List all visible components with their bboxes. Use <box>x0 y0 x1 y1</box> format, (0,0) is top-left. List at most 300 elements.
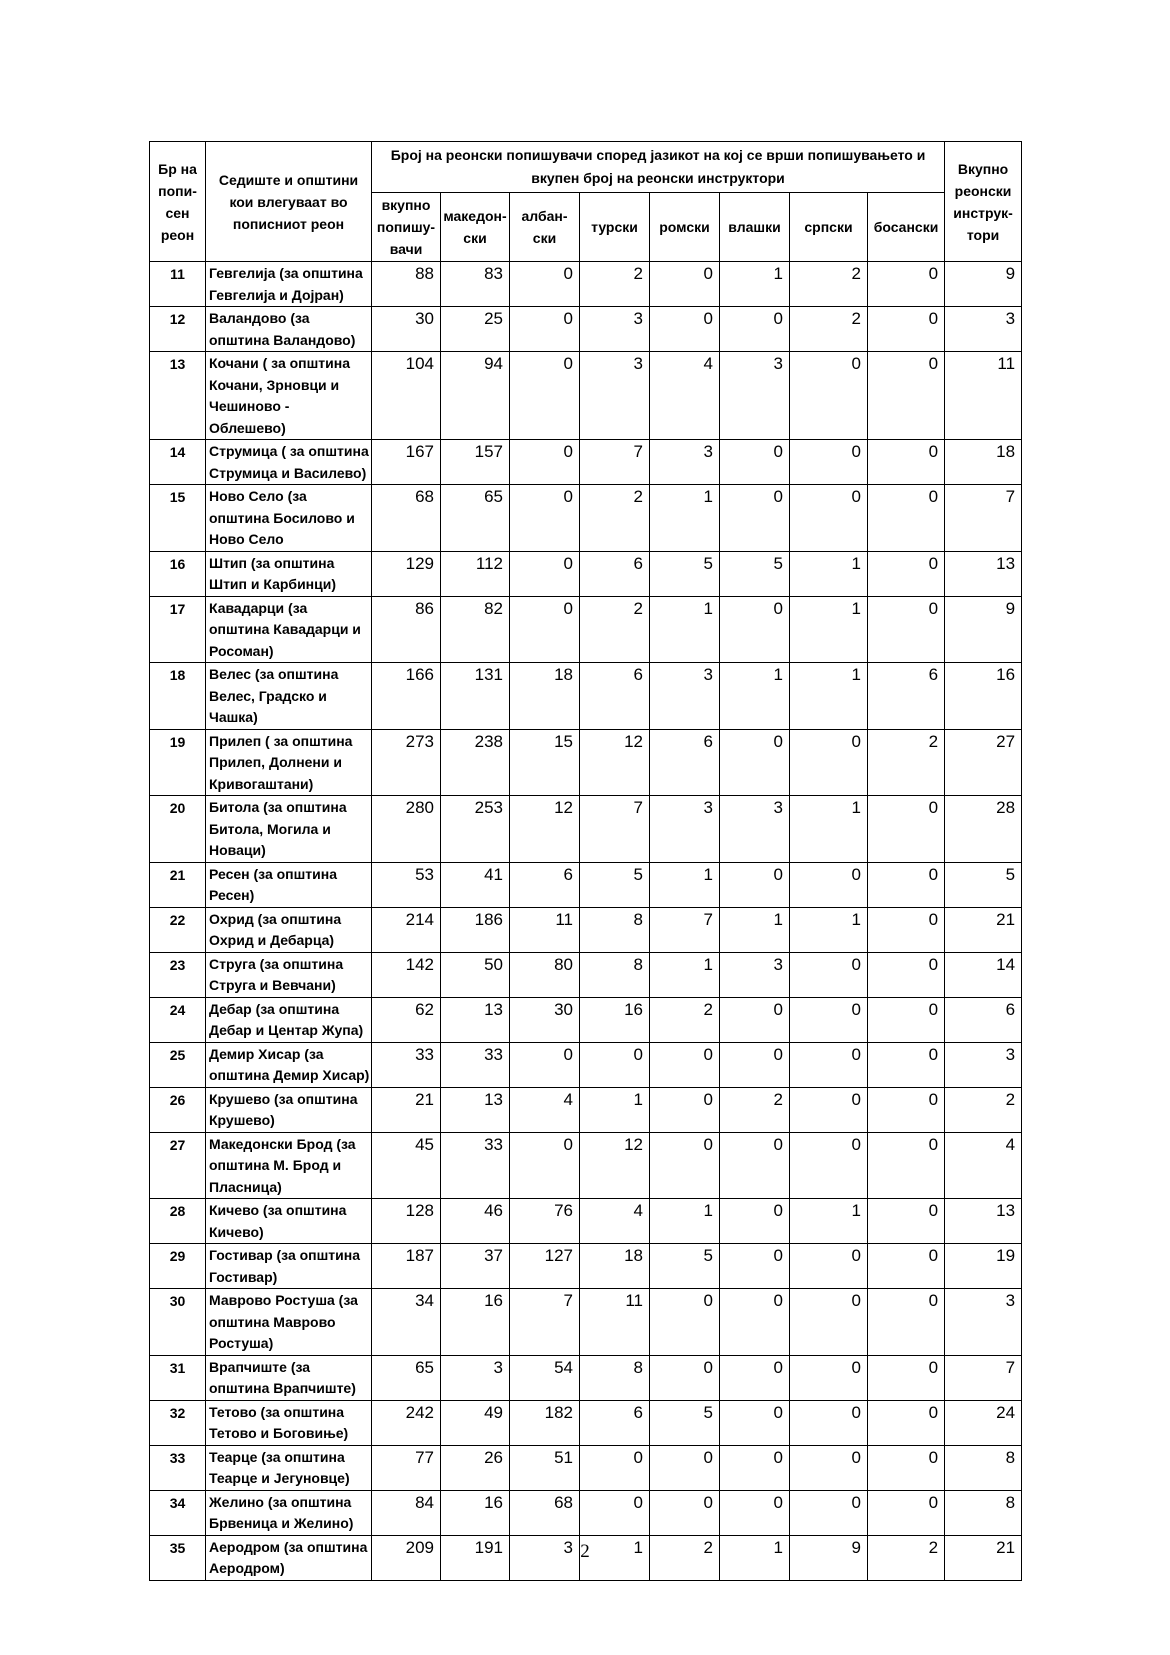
instructors-cell: 11 <box>945 352 1022 440</box>
albanian-cell: 11 <box>510 907 580 952</box>
region-name-cell: Валандово (за општина Валандово) <box>206 307 372 352</box>
serbian-cell: 0 <box>790 952 868 997</box>
serbian-cell: 1 <box>790 796 868 863</box>
turkish-cell: 12 <box>580 729 650 796</box>
instructors-cell: 16 <box>945 663 1022 730</box>
region-number-cell: 32 <box>150 1400 206 1445</box>
roma-cell: 0 <box>650 1289 720 1356</box>
vlach-cell: 0 <box>720 729 790 796</box>
total-enumerators-cell: 34 <box>372 1289 441 1356</box>
serbian-cell: 0 <box>790 352 868 440</box>
instructors-cell: 21 <box>945 1535 1022 1580</box>
total-enumerators-cell: 166 <box>372 663 441 730</box>
region-number-cell: 27 <box>150 1132 206 1199</box>
turkish-cell: 0 <box>580 1042 650 1087</box>
total-enumerators-cell: 209 <box>372 1535 441 1580</box>
macedonian-cell: 33 <box>441 1132 510 1199</box>
roma-cell: 0 <box>650 1087 720 1132</box>
region-number-cell: 29 <box>150 1244 206 1289</box>
total-enumerators-cell: 187 <box>372 1244 441 1289</box>
macedonian-cell: 238 <box>441 729 510 796</box>
serbian-cell: 0 <box>790 1400 868 1445</box>
macedonian-cell: 94 <box>441 352 510 440</box>
header-instructors: Вкупно реонски инструк- тори <box>945 142 1022 262</box>
albanian-cell: 0 <box>510 352 580 440</box>
region-number-cell: 23 <box>150 952 206 997</box>
table-row <box>150 485 1022 552</box>
table-row <box>150 307 1022 352</box>
albanian-cell: 0 <box>510 307 580 352</box>
vlach-cell: 0 <box>720 1244 790 1289</box>
roma-cell: 0 <box>650 1355 720 1400</box>
region-number-cell: 12 <box>150 307 206 352</box>
serbian-cell: 1 <box>790 596 868 663</box>
table-row <box>150 352 1022 440</box>
region-name-cell: Кочани ( за општина Кочани, Зрновци и Чешиново - Облешево) <box>206 352 372 440</box>
macedonian-cell: 16 <box>441 1490 510 1535</box>
table-row <box>150 997 1022 1042</box>
serbian-cell: 0 <box>790 1042 868 1087</box>
region-name-cell: Дебар (за општина Дебар и Центар Жупа) <box>206 997 372 1042</box>
serbian-cell: 0 <box>790 1132 868 1199</box>
bosnian-cell: 0 <box>868 352 945 440</box>
bosnian-cell: 0 <box>868 952 945 997</box>
vlach-cell: 3 <box>720 952 790 997</box>
macedonian-cell: 49 <box>441 1400 510 1445</box>
albanian-cell: 0 <box>510 596 580 663</box>
serbian-cell: 0 <box>790 729 868 796</box>
region-name-cell: Ресен (за општина Ресен) <box>206 862 372 907</box>
region-number-cell: 33 <box>150 1445 206 1490</box>
total-enumerators-cell: 45 <box>372 1132 441 1199</box>
vlach-cell: 1 <box>720 907 790 952</box>
table-row <box>150 551 1022 596</box>
macedonian-cell: 50 <box>441 952 510 997</box>
bosnian-cell: 0 <box>868 1355 945 1400</box>
region-number-cell: 18 <box>150 663 206 730</box>
region-name-cell: Струга (за општина Струга и Вевчани) <box>206 952 372 997</box>
region-name-cell: Велес (за општина Велес, Градско и Чашка) <box>206 663 372 730</box>
vlach-cell: 0 <box>720 1042 790 1087</box>
total-enumerators-cell: 273 <box>372 729 441 796</box>
total-enumerators-cell: 77 <box>372 1445 441 1490</box>
region-name-cell: Демир Хисар (за општина Демир Хисар) <box>206 1042 372 1087</box>
turkish-cell: 6 <box>580 663 650 730</box>
region-name-cell: Гевгелија (за општина Гевгелија и Дојран) <box>206 262 372 307</box>
turkish-cell: 18 <box>580 1244 650 1289</box>
serbian-cell: 0 <box>790 1289 868 1356</box>
region-name-cell: Гостивар (за општина Гостивар) <box>206 1244 372 1289</box>
instructors-cell: 14 <box>945 952 1022 997</box>
bosnian-cell: 0 <box>868 440 945 485</box>
turkish-cell: 1 <box>580 1535 650 1580</box>
table-row <box>150 1132 1022 1199</box>
vlach-cell: 0 <box>720 1289 790 1356</box>
instructors-cell: 19 <box>945 1244 1022 1289</box>
turkish-cell: 5 <box>580 862 650 907</box>
bosnian-cell: 0 <box>868 862 945 907</box>
total-enumerators-cell: 53 <box>372 862 441 907</box>
albanian-cell: 76 <box>510 1199 580 1244</box>
header-region-no: Бр на попи- сен реон <box>150 142 206 262</box>
roma-cell: 3 <box>650 796 720 863</box>
instructors-cell: 7 <box>945 1355 1022 1400</box>
instructors-cell: 4 <box>945 1132 1022 1199</box>
roma-cell: 7 <box>650 907 720 952</box>
roma-cell: 0 <box>650 262 720 307</box>
albanian-cell: 12 <box>510 796 580 863</box>
vlach-cell: 0 <box>720 862 790 907</box>
turkish-cell: 2 <box>580 596 650 663</box>
bosnian-cell: 0 <box>868 551 945 596</box>
albanian-cell: 3 <box>510 1535 580 1580</box>
table-row <box>150 1244 1022 1289</box>
albanian-cell: 0 <box>510 1132 580 1199</box>
instructors-cell: 6 <box>945 997 1022 1042</box>
instructors-cell: 2 <box>945 1087 1022 1132</box>
albanian-cell: 54 <box>510 1355 580 1400</box>
table-row <box>150 907 1022 952</box>
macedonian-cell: 131 <box>441 663 510 730</box>
vlach-cell: 2 <box>720 1087 790 1132</box>
total-enumerators-cell: 242 <box>372 1400 441 1445</box>
total-enumerators-cell: 280 <box>372 796 441 863</box>
instructors-cell: 24 <box>945 1400 1022 1445</box>
serbian-cell: 9 <box>790 1535 868 1580</box>
region-number-cell: 35 <box>150 1535 206 1580</box>
roma-cell: 5 <box>650 1244 720 1289</box>
serbian-cell: 2 <box>790 262 868 307</box>
vlach-cell: 0 <box>720 596 790 663</box>
albanian-cell: 0 <box>510 262 580 307</box>
total-enumerators-cell: 62 <box>372 997 441 1042</box>
roma-cell: 3 <box>650 663 720 730</box>
turkish-cell: 8 <box>580 1355 650 1400</box>
macedonian-cell: 82 <box>441 596 510 663</box>
serbian-cell: 1 <box>790 907 868 952</box>
vlach-cell: 1 <box>720 262 790 307</box>
turkish-cell: 16 <box>580 997 650 1042</box>
vlach-cell: 0 <box>720 1355 790 1400</box>
instructors-cell: 27 <box>945 729 1022 796</box>
macedonian-cell: 37 <box>441 1244 510 1289</box>
turkish-cell: 1 <box>580 1087 650 1132</box>
turkish-cell: 3 <box>580 352 650 440</box>
albanian-cell: 182 <box>510 1400 580 1445</box>
turkish-cell: 2 <box>580 485 650 552</box>
region-number-cell: 17 <box>150 596 206 663</box>
region-number-cell: 34 <box>150 1490 206 1535</box>
roma-cell: 0 <box>650 1042 720 1087</box>
table-body <box>150 262 1022 1581</box>
vlach-cell: 5 <box>720 551 790 596</box>
instructors-cell: 8 <box>945 1490 1022 1535</box>
albanian-cell: 80 <box>510 952 580 997</box>
bosnian-cell: 0 <box>868 596 945 663</box>
instructors-cell: 18 <box>945 440 1022 485</box>
region-name-cell: Струмица ( за општина Струмица и Василево) <box>206 440 372 485</box>
table-row <box>150 1490 1022 1535</box>
albanian-cell: 68 <box>510 1490 580 1535</box>
region-name-cell: Теарце (за општина Теарце и Јегуновце) <box>206 1445 372 1490</box>
roma-cell: 0 <box>650 1445 720 1490</box>
instructors-cell: 5 <box>945 862 1022 907</box>
roma-cell: 1 <box>650 485 720 552</box>
vlach-cell: 0 <box>720 485 790 552</box>
vlach-cell: 1 <box>720 663 790 730</box>
macedonian-cell: 65 <box>441 485 510 552</box>
roma-cell: 0 <box>650 1132 720 1199</box>
region-name-cell: Штип (за општина Штип и Карбинци) <box>206 551 372 596</box>
region-name-cell: Кавадарци (за општина Кавадарци и Росоман) <box>206 596 372 663</box>
bosnian-cell: 0 <box>868 307 945 352</box>
region-number-cell: 28 <box>150 1199 206 1244</box>
turkish-cell: 8 <box>580 907 650 952</box>
region-number-cell: 14 <box>150 440 206 485</box>
table-row <box>150 1400 1022 1445</box>
instructors-cell: 21 <box>945 907 1022 952</box>
census-table <box>149 141 1022 1581</box>
turkish-cell: 8 <box>580 952 650 997</box>
header-seat: Седиште и општини кои влегуваат во пописниот реон <box>206 142 372 262</box>
region-number-cell: 11 <box>150 262 206 307</box>
roma-cell: 1 <box>650 952 720 997</box>
turkish-cell: 7 <box>580 796 650 863</box>
bosnian-cell: 0 <box>868 796 945 863</box>
albanian-cell: 4 <box>510 1087 580 1132</box>
table-row <box>150 1042 1022 1087</box>
region-number-cell: 19 <box>150 729 206 796</box>
vlach-cell: 0 <box>720 1490 790 1535</box>
serbian-cell: 2 <box>790 307 868 352</box>
header-bosnian: босански <box>868 193 945 262</box>
bosnian-cell: 0 <box>868 907 945 952</box>
vlach-cell: 0 <box>720 997 790 1042</box>
roma-cell: 2 <box>650 997 720 1042</box>
region-number-cell: 16 <box>150 551 206 596</box>
turkish-cell: 12 <box>580 1132 650 1199</box>
serbian-cell: 0 <box>790 1355 868 1400</box>
vlach-cell: 0 <box>720 1445 790 1490</box>
header-roma: ромски <box>650 193 720 262</box>
bosnian-cell: 0 <box>868 485 945 552</box>
instructors-cell: 3 <box>945 1289 1022 1356</box>
table-row <box>150 1445 1022 1490</box>
macedonian-cell: 3 <box>441 1355 510 1400</box>
header-group: Број на реонски попишувачи според јазикот на кој се врши попишувањето и вкупен број на реонски инструктори <box>372 142 945 193</box>
serbian-cell: 0 <box>790 997 868 1042</box>
header-turkish: турски <box>580 193 650 262</box>
table-row <box>150 729 1022 796</box>
total-enumerators-cell: 167 <box>372 440 441 485</box>
turkish-cell: 6 <box>580 1400 650 1445</box>
instructors-cell: 3 <box>945 1042 1022 1087</box>
vlach-cell: 3 <box>720 796 790 863</box>
macedonian-cell: 25 <box>441 307 510 352</box>
header-albanian: албан- ски <box>510 193 580 262</box>
bosnian-cell: 0 <box>868 262 945 307</box>
instructors-cell: 9 <box>945 596 1022 663</box>
table-row <box>150 1289 1022 1356</box>
region-name-cell: Охрид (за општина Охрид и Дебарца) <box>206 907 372 952</box>
turkish-cell: 0 <box>580 1490 650 1535</box>
roma-cell: 1 <box>650 1199 720 1244</box>
region-name-cell: Прилеп ( за општина Прилеп, Долнени и Кривогаштани) <box>206 729 372 796</box>
instructors-cell: 13 <box>945 551 1022 596</box>
total-enumerators-cell: 129 <box>372 551 441 596</box>
roma-cell: 5 <box>650 1400 720 1445</box>
albanian-cell: 7 <box>510 1289 580 1356</box>
turkish-cell: 4 <box>580 1199 650 1244</box>
macedonian-cell: 26 <box>441 1445 510 1490</box>
albanian-cell: 0 <box>510 551 580 596</box>
bosnian-cell: 0 <box>868 1244 945 1289</box>
roma-cell: 1 <box>650 862 720 907</box>
table-row <box>150 1199 1022 1244</box>
region-number-cell: 15 <box>150 485 206 552</box>
macedonian-cell: 13 <box>441 1087 510 1132</box>
region-number-cell: 31 <box>150 1355 206 1400</box>
turkish-cell: 7 <box>580 440 650 485</box>
roma-cell: 0 <box>650 1490 720 1535</box>
region-name-cell: Македонски Брод (за општина М. Брод и Пласница) <box>206 1132 372 1199</box>
region-name-cell: Крушево (за општина Крушево) <box>206 1087 372 1132</box>
serbian-cell: 0 <box>790 1445 868 1490</box>
table-row <box>150 796 1022 863</box>
macedonian-cell: 16 <box>441 1289 510 1356</box>
turkish-cell: 0 <box>580 1445 650 1490</box>
albanian-cell: 0 <box>510 485 580 552</box>
roma-cell: 4 <box>650 352 720 440</box>
bosnian-cell: 6 <box>868 663 945 730</box>
region-number-cell: 25 <box>150 1042 206 1087</box>
table-row <box>150 952 1022 997</box>
macedonian-cell: 186 <box>441 907 510 952</box>
bosnian-cell: 2 <box>868 1535 945 1580</box>
bosnian-cell: 0 <box>868 1400 945 1445</box>
bosnian-cell: 0 <box>868 1445 945 1490</box>
table-row <box>150 440 1022 485</box>
serbian-cell: 1 <box>790 663 868 730</box>
roma-cell: 2 <box>650 1535 720 1580</box>
bosnian-cell: 0 <box>868 1199 945 1244</box>
total-enumerators-cell: 68 <box>372 485 441 552</box>
bosnian-cell: 0 <box>868 1490 945 1535</box>
table-row <box>150 862 1022 907</box>
macedonian-cell: 13 <box>441 997 510 1042</box>
region-number-cell: 30 <box>150 1289 206 1356</box>
region-number-cell: 13 <box>150 352 206 440</box>
region-number-cell: 21 <box>150 862 206 907</box>
total-enumerators-cell: 128 <box>372 1199 441 1244</box>
macedonian-cell: 33 <box>441 1042 510 1087</box>
header-total-enumerators: вкупно попишу- вачи <box>372 193 441 262</box>
serbian-cell: 0 <box>790 862 868 907</box>
total-enumerators-cell: 104 <box>372 352 441 440</box>
region-name-cell: Ново Село (за општина Босилово и Ново Село <box>206 485 372 552</box>
region-number-cell: 24 <box>150 997 206 1042</box>
albanian-cell: 18 <box>510 663 580 730</box>
vlach-cell: 0 <box>720 307 790 352</box>
turkish-cell: 2 <box>580 262 650 307</box>
header-vlach: влашки <box>720 193 790 262</box>
total-enumerators-cell: 33 <box>372 1042 441 1087</box>
macedonian-cell: 112 <box>441 551 510 596</box>
instructors-cell: 28 <box>945 796 1022 863</box>
vlach-cell: 0 <box>720 1132 790 1199</box>
roma-cell: 6 <box>650 729 720 796</box>
albanian-cell: 6 <box>510 862 580 907</box>
serbian-cell: 0 <box>790 1087 868 1132</box>
header-serbian: српски <box>790 193 868 262</box>
serbian-cell: 0 <box>790 1244 868 1289</box>
macedonian-cell: 41 <box>441 862 510 907</box>
region-name-cell: Желино (за општина Брвеница и Желино) <box>206 1490 372 1535</box>
bosnian-cell: 0 <box>868 1289 945 1356</box>
instructors-cell: 7 <box>945 485 1022 552</box>
table-row <box>150 262 1022 307</box>
total-enumerators-cell: 86 <box>372 596 441 663</box>
macedonian-cell: 83 <box>441 262 510 307</box>
region-name-cell: Врапчиште (за општина Врапчиште) <box>206 1355 372 1400</box>
region-number-cell: 26 <box>150 1087 206 1132</box>
header-macedonian: македон- ски <box>441 193 510 262</box>
roma-cell: 1 <box>650 596 720 663</box>
bosnian-cell: 0 <box>868 1042 945 1087</box>
bosnian-cell: 2 <box>868 729 945 796</box>
vlach-cell: 0 <box>720 440 790 485</box>
serbian-cell: 0 <box>790 1490 868 1535</box>
bosnian-cell: 0 <box>868 1132 945 1199</box>
region-name-cell: Аеродром (за општина Аеродром) <box>206 1535 372 1580</box>
bosnian-cell: 0 <box>868 1087 945 1132</box>
albanian-cell: 30 <box>510 997 580 1042</box>
serbian-cell: 0 <box>790 440 868 485</box>
turkish-cell: 6 <box>580 551 650 596</box>
macedonian-cell: 191 <box>441 1535 510 1580</box>
table-row <box>150 663 1022 730</box>
turkish-cell: 3 <box>580 307 650 352</box>
turkish-cell: 11 <box>580 1289 650 1356</box>
vlach-cell: 0 <box>720 1400 790 1445</box>
total-enumerators-cell: 142 <box>372 952 441 997</box>
vlach-cell: 1 <box>720 1535 790 1580</box>
table-row <box>150 1355 1022 1400</box>
instructors-cell: 8 <box>945 1445 1022 1490</box>
page-number: 2 <box>580 1541 590 1562</box>
macedonian-cell: 253 <box>441 796 510 863</box>
region-name-cell: Битола (за општина Битола, Могила и Новаци) <box>206 796 372 863</box>
vlach-cell: 3 <box>720 352 790 440</box>
region-number-cell: 20 <box>150 796 206 863</box>
roma-cell: 3 <box>650 440 720 485</box>
roma-cell: 5 <box>650 551 720 596</box>
table-row <box>150 596 1022 663</box>
total-enumerators-cell: 21 <box>372 1087 441 1132</box>
total-enumerators-cell: 65 <box>372 1355 441 1400</box>
region-number-cell: 22 <box>150 907 206 952</box>
total-enumerators-cell: 88 <box>372 262 441 307</box>
instructors-cell: 9 <box>945 262 1022 307</box>
region-name-cell: Маврово Ростуша (за општина Маврово Ростуша) <box>206 1289 372 1356</box>
bosnian-cell: 0 <box>868 997 945 1042</box>
macedonian-cell: 157 <box>441 440 510 485</box>
region-name-cell: Тетово (за општина Тетово и Боговиње) <box>206 1400 372 1445</box>
albanian-cell: 15 <box>510 729 580 796</box>
region-name-cell: Кичево (за општина Кичево) <box>206 1199 372 1244</box>
table-header <box>150 142 1022 262</box>
total-enumerators-cell: 84 <box>372 1490 441 1535</box>
